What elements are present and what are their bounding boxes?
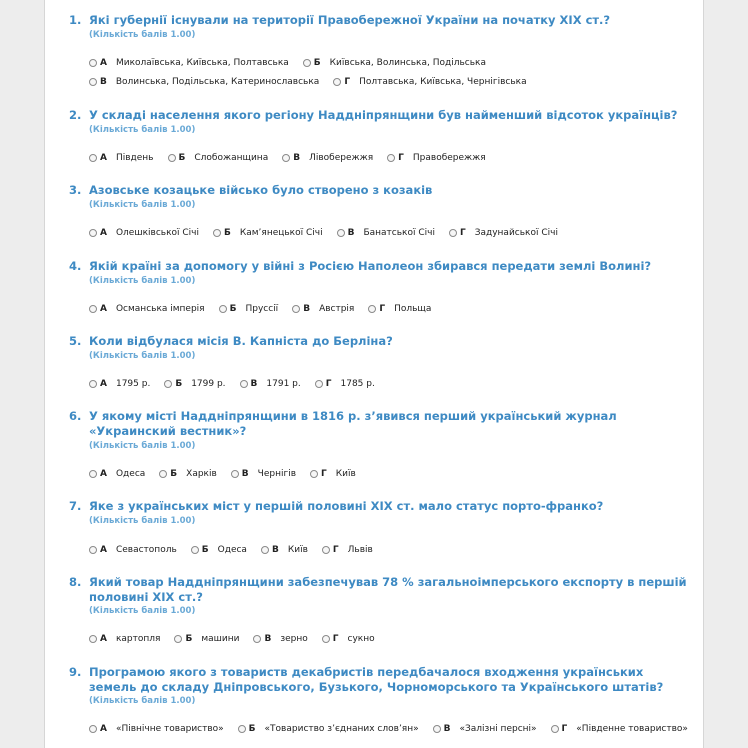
option-letter: А: [100, 545, 107, 555]
answer-option[interactable]: [89, 723, 224, 735]
answer-option[interactable]: [213, 227, 323, 239]
question-text: Які губернії існували на території Правобережної України на початку XIX ст.?: [89, 13, 611, 27]
answer-option[interactable]: [89, 227, 199, 239]
question-text: У складі населення якого регіону Наддніпрянщини був найменший відсоток українців?: [89, 108, 678, 122]
option-letter: Б: [229, 304, 237, 314]
answer-option[interactable]: [89, 633, 160, 645]
option-text: Харків: [186, 469, 217, 479]
answer-option[interactable]: [219, 303, 279, 315]
answer-option[interactable]: [310, 468, 356, 480]
option-letter: Б: [170, 469, 178, 479]
option-letter: А: [100, 634, 107, 644]
answer-option[interactable]: [433, 723, 537, 735]
radio-button[interactable]: [213, 229, 221, 237]
option-letter: А: [100, 379, 107, 389]
radio-button[interactable]: [240, 380, 248, 388]
question-number: 6.: [69, 409, 82, 423]
radio-button[interactable]: [433, 725, 441, 733]
radio-button[interactable]: [89, 305, 97, 313]
question-text: Якій країні за допомогу у війні з Росією Наполеон збирався передати землі Волині?: [89, 259, 652, 273]
radio-button[interactable]: [168, 154, 176, 162]
option-letter: А: [100, 153, 107, 163]
option-letter: Б: [178, 153, 186, 163]
answer-option[interactable]: [337, 227, 435, 239]
score-label: (Кількість балів 1.00): [89, 276, 196, 286]
option-text: Київ: [287, 545, 308, 555]
option-text: Австрія: [319, 304, 355, 314]
option-text: «Північне товариство»: [115, 724, 224, 734]
option-letter: Б: [248, 724, 256, 734]
radio-button[interactable]: [174, 635, 182, 643]
answer-option[interactable]: [89, 303, 205, 315]
answer-option[interactable]: [89, 76, 319, 88]
answer-options-row: [89, 147, 500, 166]
radio-button[interactable]: [292, 305, 300, 313]
option-text: Одеса: [115, 469, 146, 479]
answer-options-row: [89, 463, 370, 482]
option-text: «Товариство з’єднаних слов’ян»: [264, 724, 419, 734]
option-letter: Г: [344, 77, 351, 87]
option-text: Задунайської Січі: [474, 228, 558, 238]
answer-options-row: [89, 298, 445, 317]
score-label: (Кількість балів 1.00): [89, 200, 196, 210]
radio-button[interactable]: [282, 154, 290, 162]
option-text: Правобережжя: [412, 153, 486, 163]
option-text: 1799 р.: [191, 379, 226, 389]
option-letter: Б: [185, 634, 193, 644]
radio-button[interactable]: [89, 546, 97, 554]
option-text: Київська, Волинська, Подільська: [329, 58, 486, 68]
radio-button[interactable]: [315, 380, 323, 388]
option-letter: Г: [459, 228, 466, 238]
answer-options-row: [89, 628, 389, 647]
answer-option[interactable]: [164, 378, 225, 390]
option-text: Полтавська, Київська, Чернігівська: [359, 77, 527, 87]
radio-button[interactable]: [303, 59, 311, 67]
option-text: Олешківської Січі: [115, 228, 199, 238]
radio-button[interactable]: [238, 725, 246, 733]
radio-button[interactable]: [89, 154, 97, 162]
answer-option[interactable]: [322, 544, 373, 556]
answer-option[interactable]: [282, 152, 373, 164]
answer-option[interactable]: [387, 152, 486, 164]
answer-option[interactable]: [240, 378, 301, 390]
score-label: (Кількість балів 1.00): [89, 125, 196, 135]
option-letter: В: [271, 545, 279, 555]
option-letter: В: [100, 77, 107, 87]
answer-options-row: [89, 222, 572, 241]
answer-option[interactable]: [449, 227, 558, 239]
option-text: Волинська, Подільська, Катеринославська: [115, 77, 320, 87]
option-text: картопля: [115, 634, 161, 644]
question-number: 3.: [69, 183, 82, 197]
option-text: 1785 р.: [340, 379, 375, 389]
option-letter: В: [347, 228, 355, 238]
score-label: (Кількість балів 1.00): [89, 606, 196, 616]
score-label: (Кількість балів 1.00): [89, 30, 196, 40]
question-number: 9.: [69, 665, 82, 679]
answer-option[interactable]: [89, 378, 150, 390]
answer-options-row: [89, 718, 702, 737]
radio-button[interactable]: [164, 380, 172, 388]
option-letter: А: [100, 304, 107, 314]
answer-option[interactable]: [333, 76, 526, 88]
radio-button[interactable]: [253, 635, 261, 643]
answer-option[interactable]: [174, 633, 239, 645]
answer-option[interactable]: [231, 468, 296, 480]
option-letter: Г: [325, 379, 332, 389]
option-letter: Г: [332, 545, 339, 555]
answer-option[interactable]: [253, 633, 307, 645]
question-text: Програмою якого з товариств декабристів передбачалося входження українських земель до складу Дніпровського, Бузького, Чорноморського та Українського штатів?: [89, 665, 664, 694]
option-letter: А: [100, 228, 107, 238]
option-text: сукно: [347, 634, 375, 644]
answer-option[interactable]: [315, 378, 375, 390]
option-text: Банатської Січі: [363, 228, 435, 238]
option-letter: Б: [313, 58, 321, 68]
option-letter: В: [241, 469, 249, 479]
radio-button[interactable]: [89, 78, 97, 86]
answer-option[interactable]: [303, 57, 486, 69]
answer-option[interactable]: [551, 723, 688, 735]
radio-button[interactable]: [310, 470, 318, 478]
option-letter: В: [303, 304, 311, 314]
radio-button[interactable]: [387, 154, 395, 162]
answer-option[interactable]: [368, 303, 431, 315]
question-number: 7.: [69, 499, 82, 513]
answer-option[interactable]: [159, 468, 217, 480]
option-letter: Г: [321, 469, 327, 479]
answer-option[interactable]: [168, 152, 269, 164]
option-letter: В: [443, 724, 451, 734]
answer-option[interactable]: [261, 544, 308, 556]
answer-option[interactable]: [322, 633, 375, 645]
radio-button[interactable]: [89, 380, 97, 388]
question-number: 4.: [69, 259, 82, 273]
radio-button[interactable]: [333, 78, 341, 86]
radio-button[interactable]: [191, 546, 199, 554]
answer-option[interactable]: [292, 303, 354, 315]
question-text: У якому місті Наддніпрянщини в 1816 р. з’явився перший український журнал «Украинский вестник»?: [89, 409, 617, 438]
option-text: Київ: [335, 469, 356, 479]
option-letter: А: [100, 724, 107, 734]
option-letter: В: [264, 634, 272, 644]
radio-button[interactable]: [89, 635, 97, 643]
question-text: Коли відбулася місія В. Капніста до Берліна?: [89, 334, 393, 348]
answer-options-row: [89, 539, 387, 558]
score-label: (Кількість балів 1.00): [89, 696, 196, 706]
option-text: Кам’янецької Січі: [239, 228, 323, 238]
option-text: Севастополь: [115, 545, 177, 555]
radio-button[interactable]: [89, 59, 97, 67]
option-text: Лівобережжя: [309, 153, 374, 163]
radio-button[interactable]: [89, 229, 97, 237]
option-letter: Г: [398, 153, 404, 163]
option-letter: Б: [223, 228, 231, 238]
radio-button[interactable]: [322, 635, 330, 643]
option-letter: Б: [201, 545, 209, 555]
question-number: 1.: [69, 13, 82, 27]
option-text: «Південне товариство»: [576, 724, 688, 734]
option-text: Пруссії: [245, 304, 279, 314]
quiz-page: [44, 0, 704, 748]
answer-option[interactable]: [89, 57, 289, 69]
option-text: Османська імперія: [115, 304, 205, 314]
option-text: 1791 р.: [266, 379, 301, 389]
radio-button[interactable]: [337, 229, 345, 237]
radio-button[interactable]: [219, 305, 227, 313]
option-text: Миколаївська, Київська, Полтавська: [115, 58, 289, 68]
radio-button[interactable]: [449, 229, 457, 237]
score-label: (Кількість балів 1.00): [89, 351, 196, 361]
question-number: 5.: [69, 334, 82, 348]
answer-option[interactable]: [89, 468, 145, 480]
option-text: Слобожанщина: [194, 153, 269, 163]
option-letter: Б: [175, 379, 183, 389]
radio-button[interactable]: [89, 725, 97, 733]
question-text: Яке з українських міст у першій половині XIX ст. мало статус порто-франко?: [89, 499, 604, 513]
option-text: Польща: [394, 304, 432, 314]
radio-button[interactable]: [231, 470, 239, 478]
option-text: зерно: [280, 634, 308, 644]
answer-options-row: [89, 71, 541, 90]
score-label: (Кількість балів 1.00): [89, 516, 196, 526]
radio-button[interactable]: [89, 470, 97, 478]
score-label: (Кількість балів 1.00): [89, 441, 196, 451]
option-text: Південь: [115, 153, 154, 163]
radio-button[interactable]: [368, 305, 376, 313]
question-number: 2.: [69, 108, 82, 122]
radio-button[interactable]: [261, 546, 269, 554]
option-letter: В: [250, 379, 258, 389]
answer-option[interactable]: [238, 723, 419, 735]
option-letter: Г: [332, 634, 339, 644]
answer-options-row: [89, 52, 500, 71]
option-letter: Г: [379, 304, 386, 314]
question-text: Азовське козацьке військо було створено з козаків: [89, 183, 433, 197]
option-letter: Г: [561, 724, 568, 734]
option-text: Львів: [347, 545, 373, 555]
option-text: «Залізні персні»: [459, 724, 537, 734]
radio-button[interactable]: [159, 470, 167, 478]
option-letter: В: [293, 153, 301, 163]
option-text: Чернігів: [257, 469, 297, 479]
answer-option[interactable]: [191, 544, 247, 556]
question-text: Який товар Наддніпрянщини забезпечував 78 % загальноімперського експорту в першій половині XIX ст.?: [89, 575, 687, 604]
radio-button[interactable]: [322, 546, 330, 554]
radio-button[interactable]: [551, 725, 559, 733]
option-text: машини: [201, 634, 240, 644]
option-letter: А: [100, 58, 107, 68]
option-letter: А: [100, 469, 107, 479]
answer-option[interactable]: [89, 152, 154, 164]
question-number: 8.: [69, 575, 82, 589]
answer-options-row: [89, 373, 389, 392]
answer-option[interactable]: [89, 544, 177, 556]
option-text: Одеса: [217, 545, 247, 555]
option-text: 1795 р.: [115, 379, 151, 389]
